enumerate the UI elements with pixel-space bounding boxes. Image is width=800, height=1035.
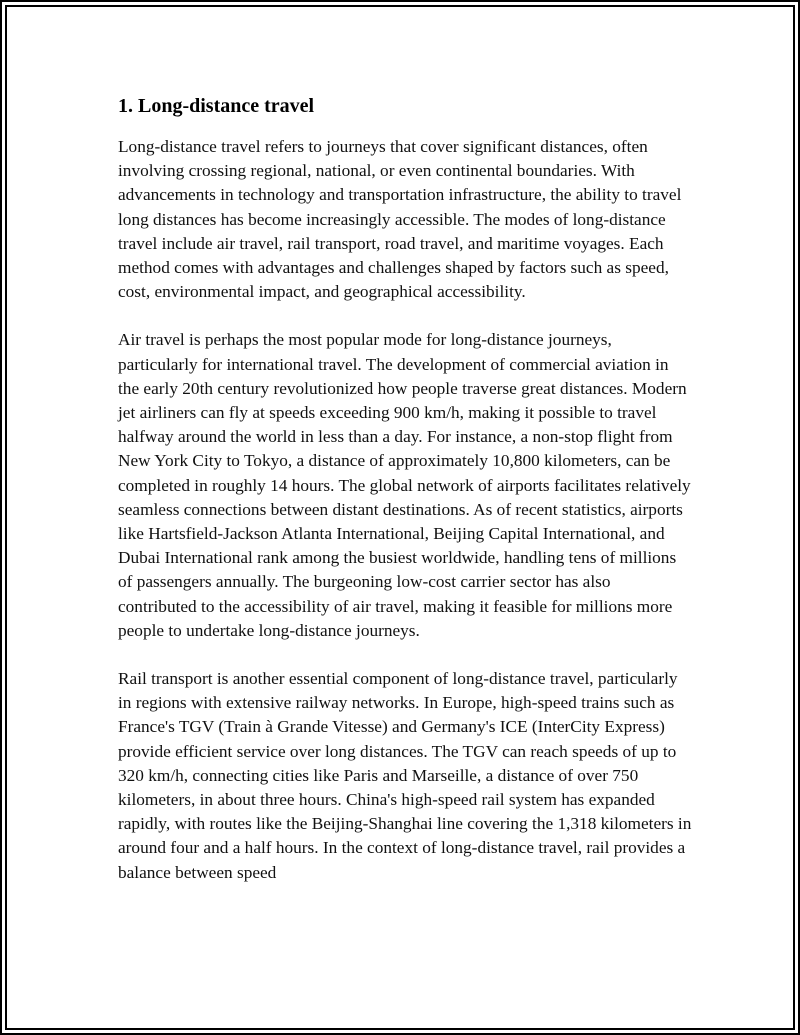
paragraph-rail-transport: Rail transport is another essential component of long-distance travel, particularly in regions with extensive railway networks. In Europe, high-speed trains such as France's TGV (Train à Grande Vitesse) and Germany's ICE (InterCity Express) provide efficient service over long distances. The TGV can reach speeds of up to 320 km/h, connecting cities like Paris and Marseille, a distance of over 750 kilometers, in about three hours. China's high-speed rail system has expanded rapidly, with routes like the Beijing-Shanghai line covering the 1,318 kilometers in around four and a half hours. In the context of long-distance travel, rail provides a balance between speed: [118, 669, 692, 882]
paragraph-air-travel: Air travel is perhaps the most popular mode for long-distance journeys, particularly for international travel. The development of commercial aviation in the early 20th century revolutionized how people traverse great distances. Modern jet airliners can fly at speeds exceeding 900 km/h, making it possible to travel halfway around the world in less than a day. For instance, a non-stop flight from New York City to Tokyo, a distance of approximately 10,800 kilometers, can be completed in roughly 14 hours. The global network of airports facilitates relatively seamless connections between distant destinations. As of recent statistics, airports like Hartsfield-Jackson Atlanta International, Beijing Capital International, and Dubai International rank among the busiest worldwide, handling tens of millions of passengers annually. The burgeoning low-cost carrier sector has also contributed to the accessibility of air travel, making it feasible for millions more people to undertake long-distance journeys.: [118, 330, 691, 640]
section-heading: 1. Long-distance travel: [118, 95, 315, 117]
paragraph-intro: Long-distance travel refers to journeys that cover significant distances, often involving crossing regional, national, or even continental boundaries. With advancements in technology and transportation infrastructure, the ability to travel long distances has become increasingly accessible. The modes of long-distance travel include air travel, rail transport, road travel, and maritime voyages. Each method comes with advantages and challenges shaped by factors such as speed, cost, environmental impact, and geographical accessibility.: [118, 137, 682, 302]
document-body: [118, 94, 693, 909]
